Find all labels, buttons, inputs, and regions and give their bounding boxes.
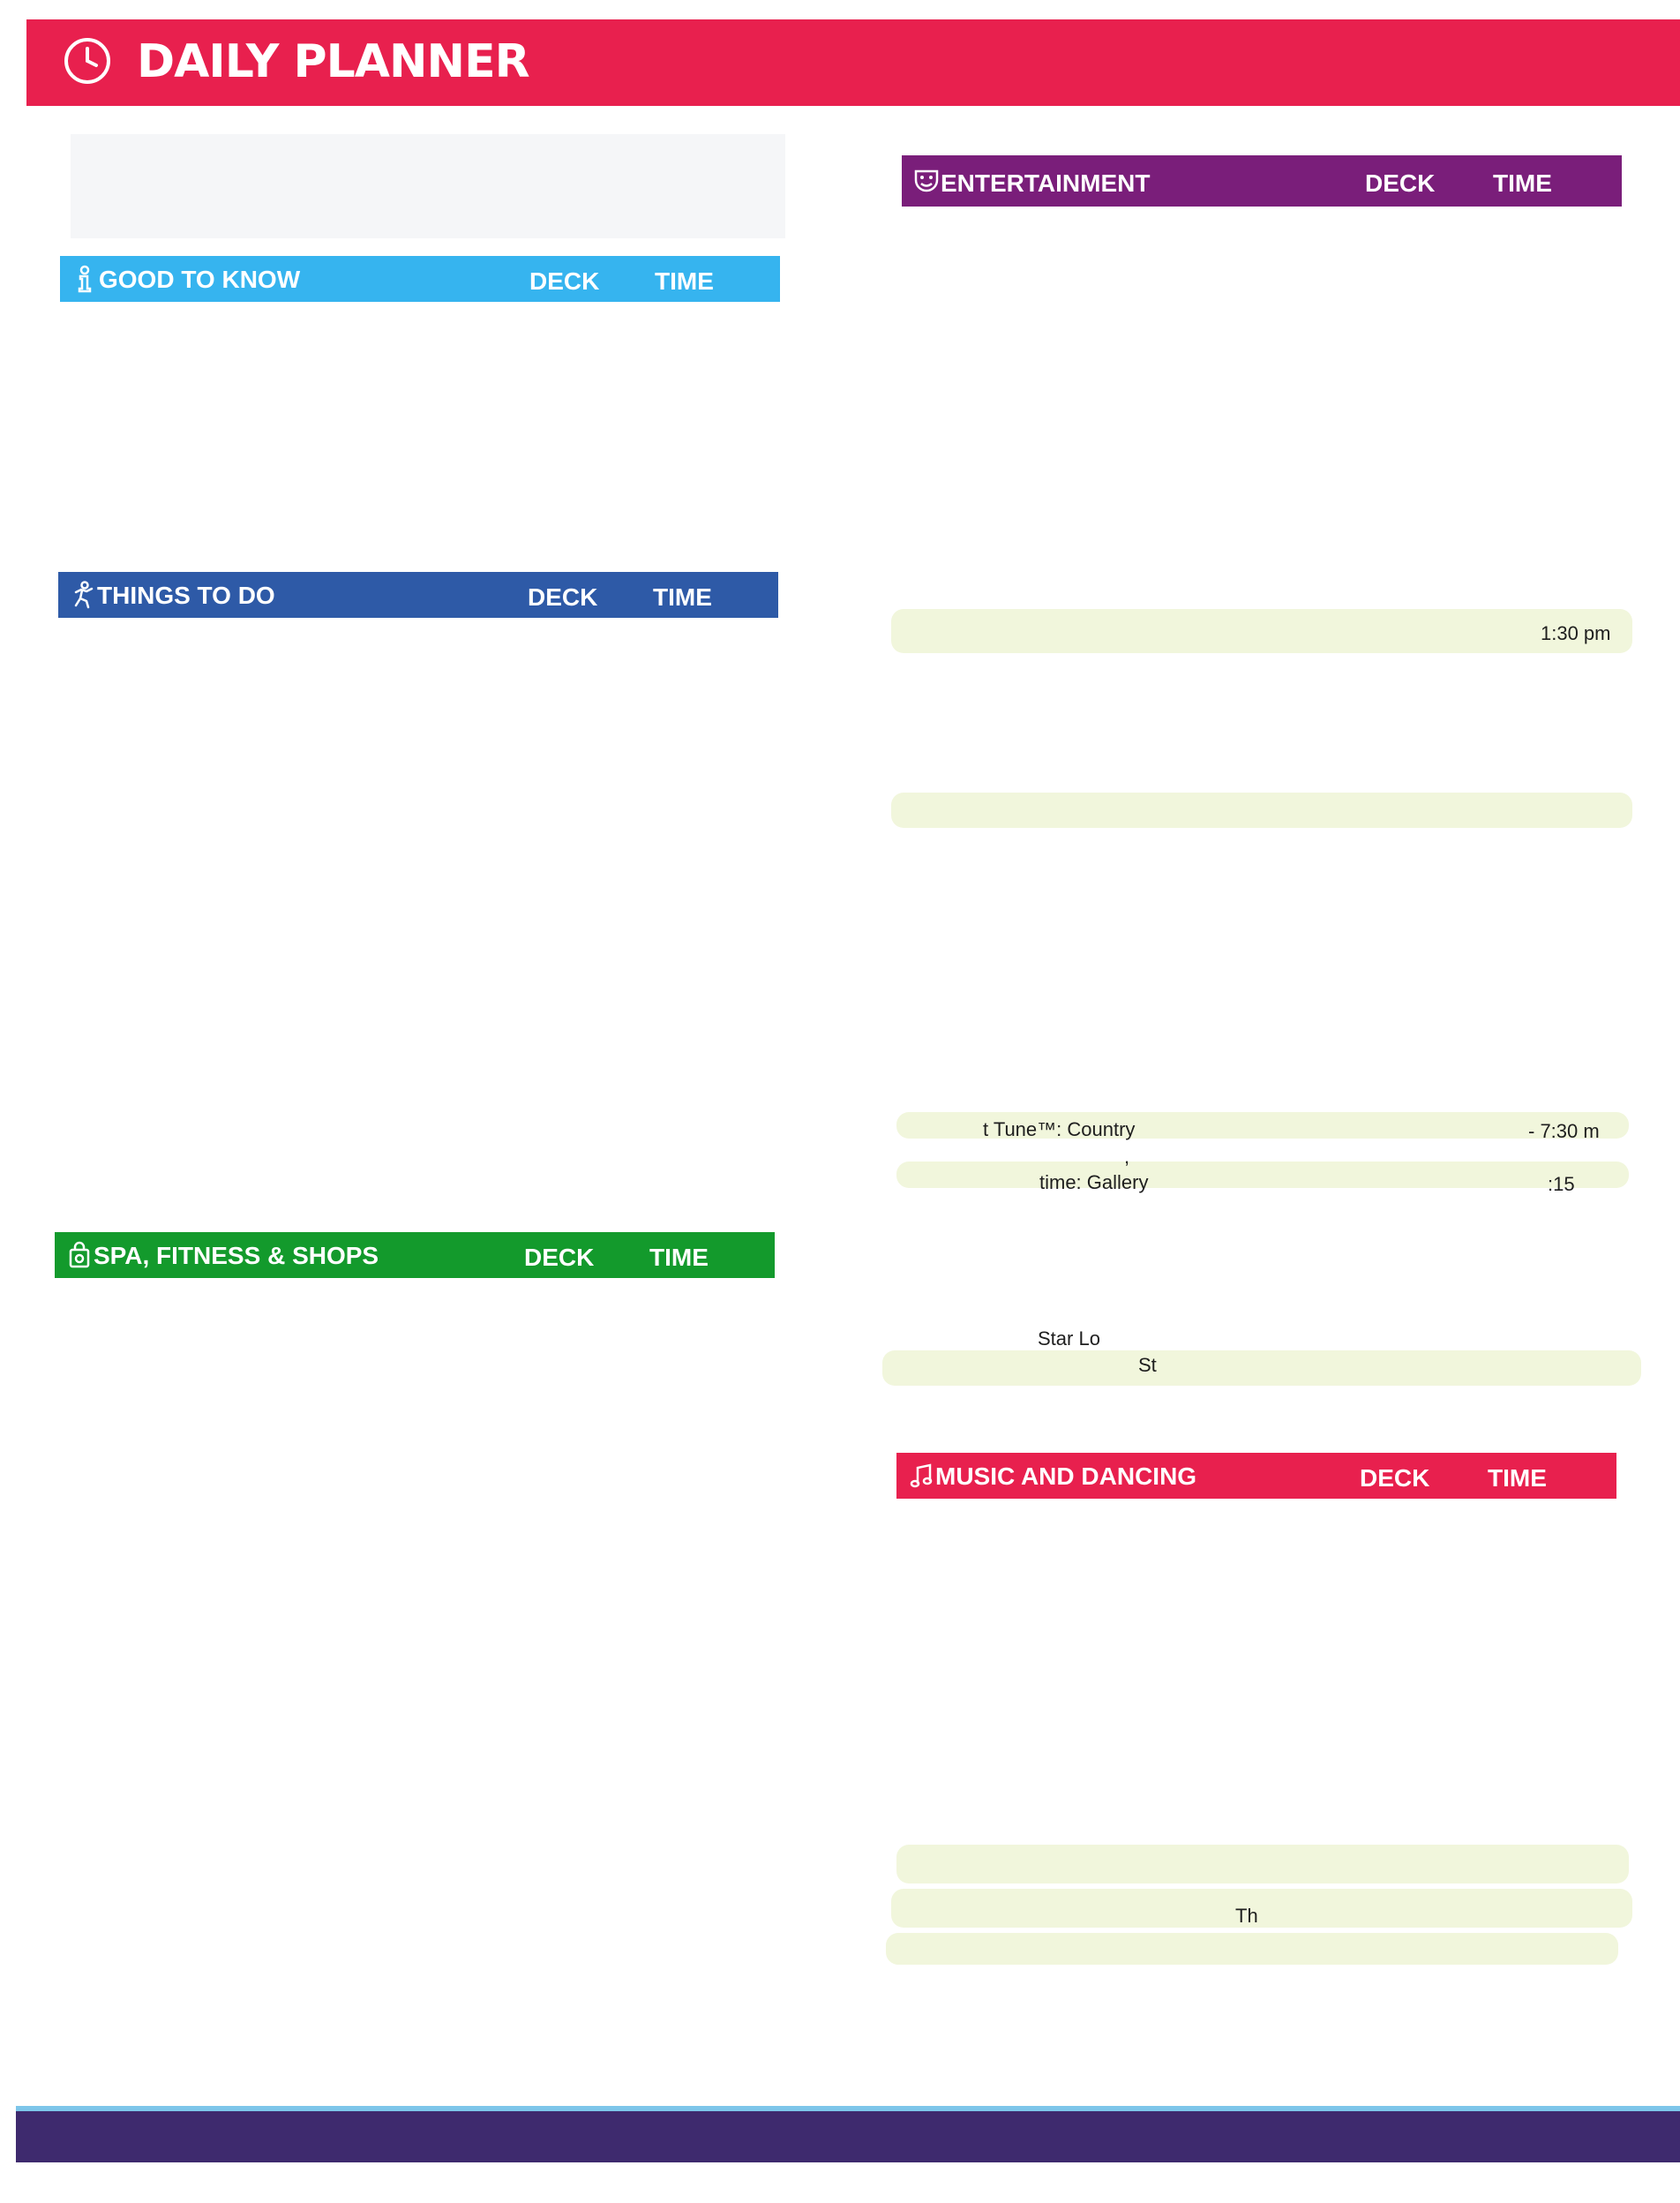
highlighted-row <box>891 1889 1632 1928</box>
things-to-do-header <box>58 572 778 618</box>
section-title: SPA, FITNESS & SHOPS <box>94 1242 379 1269</box>
blank-notice-box <box>71 134 785 238</box>
planner-header <box>26 19 1680 106</box>
event-name: time: Gallery <box>1039 1171 1149 1193</box>
music-and-dancing-header <box>896 1453 1616 1499</box>
event-time: 1:30 pm <box>1541 622 1611 644</box>
music-note-icon <box>907 1461 935 1491</box>
spa-fitness-shops-header <box>55 1232 775 1278</box>
highlighted-row <box>886 1933 1618 1965</box>
good-to-know-header <box>60 256 780 302</box>
event-time: :15 <box>1548 1173 1575 1195</box>
event-time: - 7:30 m <box>1528 1120 1600 1142</box>
highlighted-row <box>891 793 1632 828</box>
section-title: GOOD TO KNOW <box>99 266 301 293</box>
running-person-icon <box>69 580 97 610</box>
clock-icon <box>62 35 113 86</box>
spa-bag-icon <box>65 1240 94 1270</box>
section-title: THINGS TO DO <box>97 582 275 609</box>
time-column-label: TIME <box>653 583 712 611</box>
highlighted-row <box>891 609 1632 653</box>
time-column-label: TIME <box>649 1244 709 1271</box>
deck-column-label: DECK <box>528 583 598 611</box>
deck-column-label: DECK <box>524 1244 595 1271</box>
page-footer-bar <box>16 2111 1680 2162</box>
entertainment-header <box>902 155 1622 207</box>
time-column-label: TIME <box>1493 169 1552 197</box>
event-name: t Tune™: Country <box>983 1118 1136 1140</box>
highlighted-row <box>896 1845 1629 1883</box>
section-title: MUSIC AND DANCING <box>935 1462 1197 1490</box>
page-title: DAILY PLANNER <box>137 35 529 88</box>
time-column-label: TIME <box>1488 1464 1547 1492</box>
deck-column-label: DECK <box>529 267 600 295</box>
venue-name: St <box>1138 1354 1157 1376</box>
deck-column-label: DECK <box>1360 1464 1430 1492</box>
stray-mark: , <box>1124 1146 1130 1168</box>
time-column-label: TIME <box>655 267 714 295</box>
venue-name: Star Lo <box>1038 1327 1100 1350</box>
theater-masks-icon <box>912 166 941 196</box>
deck-column-label: DECK <box>1365 169 1436 197</box>
highlighted-row <box>896 1162 1629 1188</box>
event-name: Th <box>1235 1905 1258 1927</box>
highlighted-row <box>882 1350 1641 1386</box>
section-title: ENTERTAINMENT <box>941 169 1151 197</box>
info-person-icon <box>71 264 99 294</box>
